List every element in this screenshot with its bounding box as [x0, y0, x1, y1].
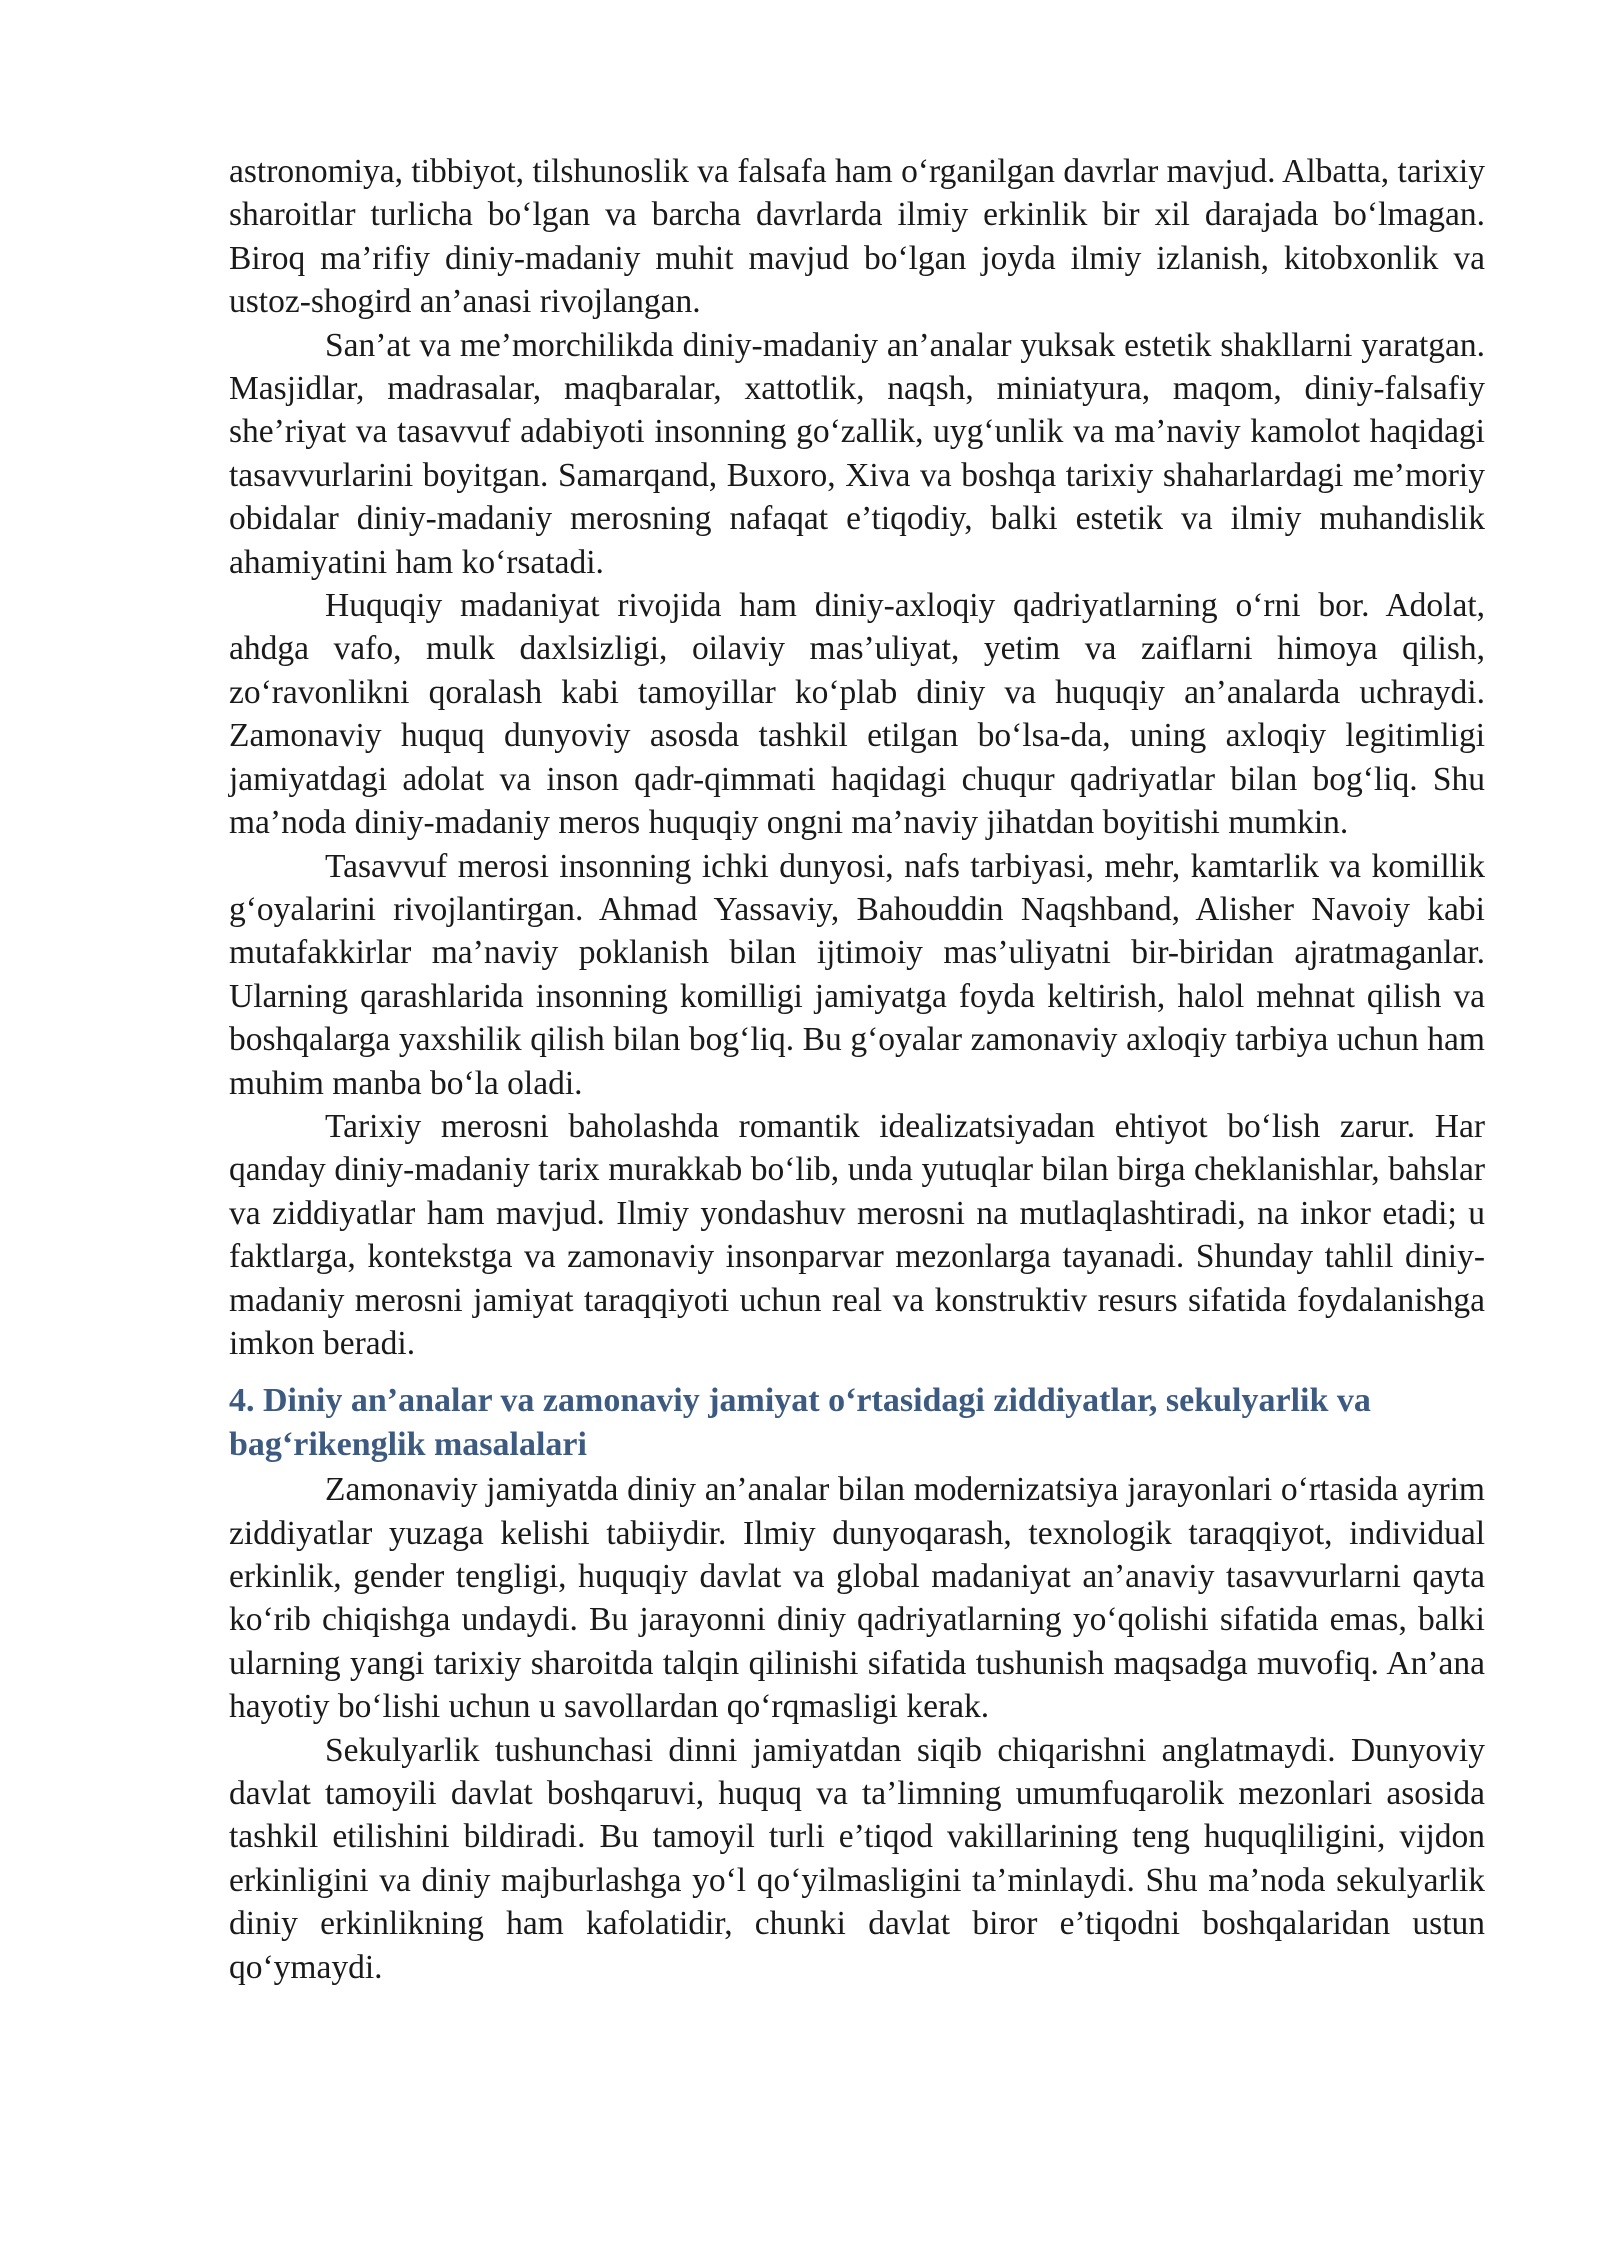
- paragraph-historical-evaluation: Tarixiy merosni baholashda romantik idealizatsiyadan ehtiyot bo‘lish zarur. Har qanday diniy-madaniy tarix murakkab bo‘lib, unda yutuqlar bilan birga cheklanishlar, bahslar va ziddiyatlar ham mavjud. Ilmiy yondashuv merosni na mutlaqlashtiradi, na inkor etadi; u faktlarga, kontekstga va zamonaviy insonparvar mezonlarga tayanadi. Shunday tahlil diniy-madaniy merosni jamiyat taraqqiyoti uchun real va konstruktiv resurs sifatida foydalanishga imkon beradi.: [229, 1107, 1485, 1362]
- paragraph-modernization: Zamonaviy jamiyatda diniy an’analar bilan modernizatsiya jarayonlari o‘rtasida ayrim ziddiyatlar yuzaga kelishi tabiiydir. Ilmiy dunyoqarash, texnologik taraqqiyot, individual erkinlik, gender tengligi, huquqiy davlat va global madaniyat an’anaviy tasavvurlarni qayta ko‘rib chiqishga undaydi. Bu jarayonni diniy qadriyatlarning yo‘qolishi sifatida emas, balki ularning yangi tarixiy sharoitda talqin qilinishi sifatida tushunish maqsadga muvofiq. An’ana hayotiy bo‘lishi uchun u savollardan qo‘rqmasligi kerak.: [229, 1471, 1485, 1726]
- paragraph-legal-culture: Huquqiy madaniyat rivojida ham diniy-axloqiy qadriyatlarning o‘rni bor. Adolat, ahdga vafo, mulk daxlsizligi, oilaviy mas’uliyat, yetim va zaiflarni himoya qilish, zo‘ravonlikni qoralash kabi tamoyillar ko‘plab diniy va huquqiy an’analarda uchraydi. Zamonaviy huquq dunyoviy asosda tashkil etilgan bo‘lsa-da, uning axloqiy legitimligi jamiyatdagi adolat va inson qadr-qimmati haqidagi chuqur qadriyatlar bilan bog‘liq. Shu ma’noda diniy-madaniy meros huquqiy ongni ma’naviy jihatdan boyitishi mumkin.: [229, 587, 1485, 842]
- paragraph-secularism: Sekulyarlik tushunchasi dinni jamiyatdan siqib chiqarishni anglatmaydi. Dunyoviy davlat tamoyili davlat boshqaruvi, huquq va ta’limning umumfuqarolik mezonlari asosida tashkil etilishini bildiradi. Bu tamoyil turli e’tiqod vakillarining teng huquqliligini, vijdon erkinligini va diniy majburlashga yo‘l qo‘yilmasligini ta’minlaydi. Shu ma’noda sekulyarlik diniy erkinlikning ham kafolatidir, chunki davlat biror e’tiqodni boshqalaridan ustun qo‘ymaydi.: [229, 1731, 1485, 1986]
- paragraph-sufi-heritage: Tasavvuf merosi insonning ichki dunyosi, nafs tarbiyasi, mehr, kamtarlik va komillik g‘oyalarini rivojlantirgan. Ahmad Yassaviy, Bahouddin Naqshband, Alisher Navoiy kabi mutafakkirlar ma’naviy poklanish bilan ijtimoiy mas’uliyatni bir-biridan ajratmaganlar. Ularning qarashlarida insonning komilligi jamiyatga foyda keltirish, halol mehnat qilish va boshqalarga yaxshilik qilish bilan bog‘liq. Bu g‘oyalar zamonaviy axloqiy tarbiya uchun ham muhim manba bo‘la oladi.: [229, 847, 1485, 1102]
- paragraph-art-architecture: San’at va me’morchilikda diniy-madaniy an’analar yuksak estetik shakllarni yaratgan. Masjidlar, madrasalar, maqbaralar, xattotlik, naqsh, miniatyura, maqom, diniy-falsafiy she’riyat va tasavvuf adabiyoti insonning go‘zallik, uyg‘unlik va ma’naviy kamolot haqidagi tasavvurlarini boyitgan. Samarqand, Buxoro, Xiva va boshqa tarixiy shaharlardagi me’moriy obidalar diniy-madaniy merosning nafaqat e’tiqodiy, balki estetik va ilmiy muhandislik ahamiyatini ham ko‘rsatadi.: [229, 326, 1485, 581]
- paragraph-continuation: astronomiya, tibbiyot, tilshunoslik va falsafa ham o‘rganilgan davrlar mavjud. Albatta, tarixiy sharoitlar turlicha bo‘lgan va barcha davrlarda ilmiy erkinlik bir xil darajada bo‘lmagan. Biroq ma’rifiy diniy-madaniy muhit mavjud bo‘lgan joyda ilmiy izlanish, kitobxonlik va ustoz-shogird an’anasi rivojlangan.: [229, 153, 1485, 321]
- document-page: [229, 150, 1485, 1989]
- section-heading: 4. Diniy an’analar va zamonaviy jamiyat o‘rtasidagi ziddiyatlar, sekulyarlik va bag‘rikenglik masalalari: [229, 1382, 1371, 1463]
